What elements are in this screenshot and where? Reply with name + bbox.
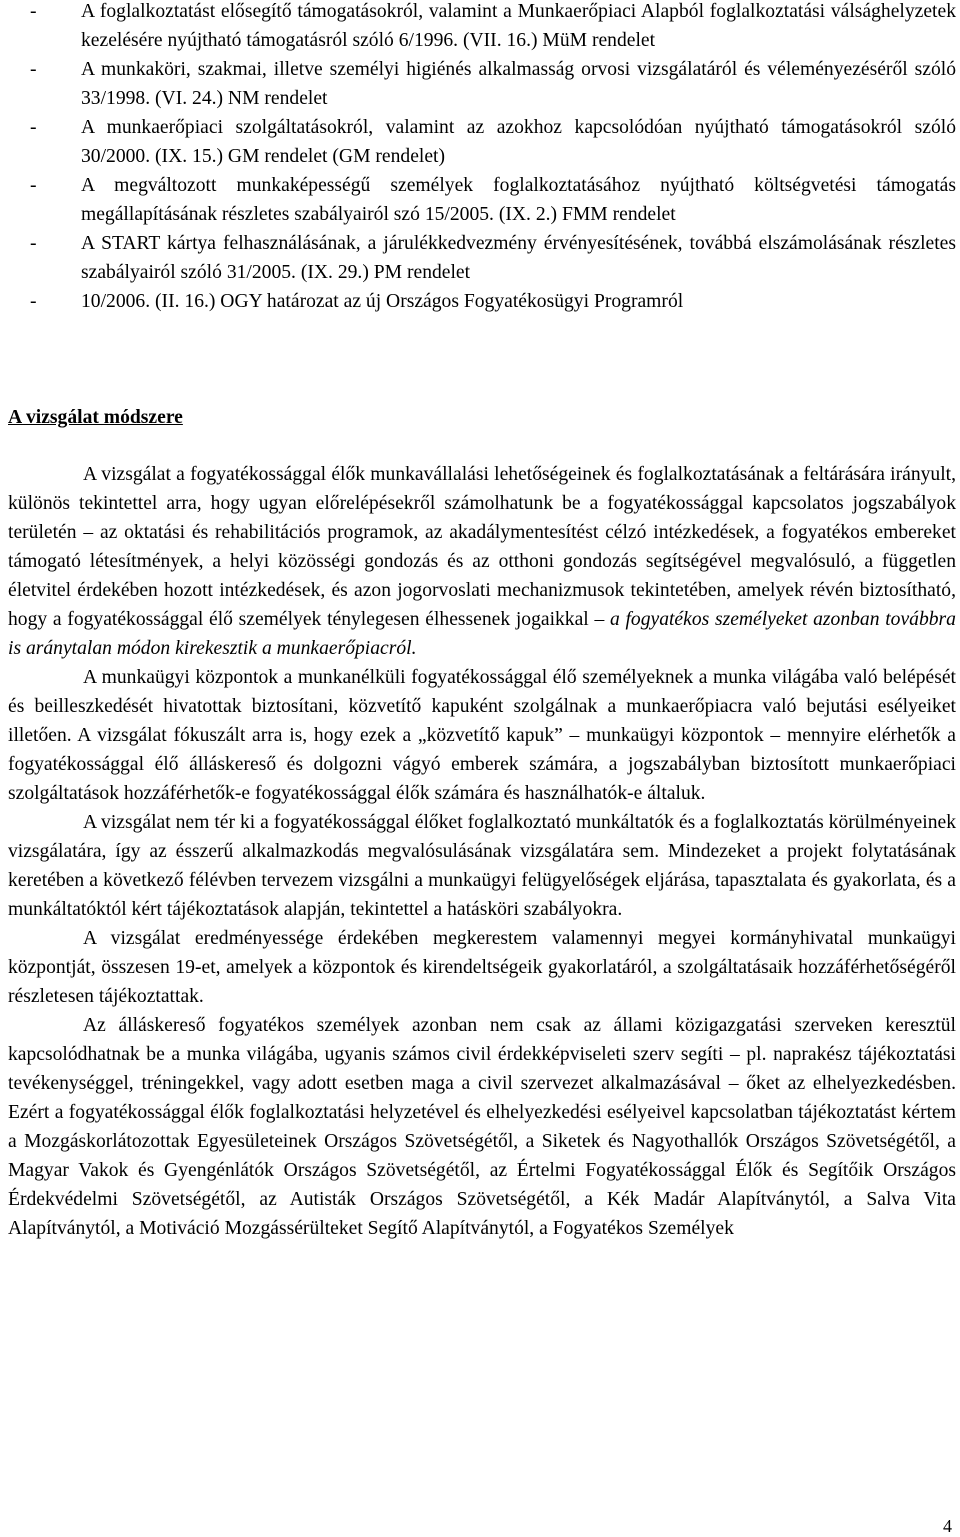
paragraph-text: A munkaügyi központok a munkanélküli fogyatékossággal élő személyeknek a munka világába való belépését és beilleszkedését hivatottak biztosítani, közvetítő kapuként szolgálnak a munkaerőpiacra való bejutási esélyeiket illetően. A vizsgálat fókuszált arra is, hogy ezek a „közvetítő kapuk” – munkaügyi központok – mennyire elérhetők a fogyatékossággal élő álláskereső és dolgozni vágyó emberek számára, a jogszabályban biztosított munkaerőpiaci szolgáltatások hozzáférhetők-e fogyatékossággal élők számára és használhatók-e általuk.: [8, 667, 956, 804]
legal-references-list: [8, 0, 956, 316]
paragraph: [8, 1011, 956, 1243]
list-marker: -: [30, 233, 37, 254]
list-item-text: 10/2006. (II. 16.) OGY határozat az új Országos Fogyatékosügyi Programról: [81, 291, 684, 312]
section-heading: A vizsgálat módszere: [8, 407, 183, 428]
paragraph: [8, 924, 956, 1011]
list-item: [8, 55, 956, 113]
list-item-text: A megváltozott munkaképességű személyek foglalkoztatásához nyújtható költségvetési támogatás megállapításának részletes szabályairól szó 15/2005. (IX. 2.) FMM rendelet: [81, 175, 956, 225]
emphasized-text: a fogyatékos személyeket azonban továbbra is aránytalan módon kirekesztik a munkaerőpiacról.: [8, 609, 956, 659]
body-text: [8, 460, 956, 1243]
list-item: [8, 229, 956, 287]
list-marker: -: [30, 59, 37, 80]
list-item: [8, 287, 956, 316]
paragraph-text: A vizsgálat nem tér ki a fogyatékossággal élőket foglalkoztató munkáltatók és a foglalkoztatás körülményeinek vizsgálatára, így az ésszerű alkalmazkodás megvalósulásának vizsgálatára sem. Mindezeket a projekt folytatásának keretében a következő félévben tervezem vizsgálni a munkaügyi felügyelőségek eljárása, tapasztalata és gyakorlata, és a munkáltatóktól kért tájékoztatások alapján, tekintettel a hatásköri szabályokra.: [8, 812, 956, 920]
page-number: 4: [943, 1516, 952, 1536]
paragraph: [8, 808, 956, 924]
list-marker: -: [30, 1, 37, 22]
list-item: [8, 171, 956, 229]
list-marker: -: [30, 117, 37, 138]
paragraph-text: Az álláskereső fogyatékos személyek azonban nem csak az állami közigazgatási szerveken keresztül kapcsolódhatnak be a munka világába, ugyanis számos civil érdekképviseleti szerv segíti – pl. naprakész tájékoztatási tevékenységgel, tréningekkel, vagy adott esetben maga a civil szervezet alkalmazásával – őket az elhelyezkedésben. Ezért a fogyatékossággal élők foglalkoztatási helyzetével és elhelyezkedési esélyeivel kapcsolatban tájékoztatást kértem a Mozgáskorlátozottak Egyesületeinek Országos Szövetségétől, a Siketek és Nagyothallók Országos Szövetségétől, a Magyar Vakok és Gyengénlátók Országos Szövetségétől, az Értelmi Fogyatékossággal Élők és Segítőik Országos Érdekvédelmi Szövetségétől, az Autisták Országos Szövetségétől, a Kék Madár Alapítványtól, a Salva Vita Alapítványtól, a Motiváció Mozgássérülteket Segítő Alapítványtól, a Fogyatékos Személyek: [8, 1015, 956, 1239]
paragraph: [8, 460, 956, 663]
list-marker: -: [30, 175, 37, 196]
paragraph: [8, 663, 956, 808]
list-item-text: A START kártya felhasználásának, a járulékkedvezmény érvényesítésének, továbbá elszámolásának részletes szabályairól szóló 31/2005. (IX. 29.) PM rendelet: [81, 233, 956, 283]
list-marker: -: [30, 291, 37, 312]
list-item: [8, 113, 956, 171]
list-item-text: A munkaerőpiaci szolgáltatásokról, valamint az azokhoz kapcsolódóan nyújtható támogatásokról szóló 30/2000. (IX. 15.) GM rendelet (GM rendelet): [81, 117, 956, 167]
paragraph-text: A vizsgálat a fogyatékossággal élők munkavállalási lehetőségeinek és foglalkoztatásának a feltárására irányult, különös tekintettel arra, hogy ugyan előrelépésekről számolhatunk be a fogyatékossággal kapcsolatos jogszabályok területén – az oktatási és rehabilitációs programok, az akadálymentesítést célzó intézkedések, a fogyatékos embereket támogató létesítmények, a helyi közösségi gondozás és az otthoni gondozás segítségével megvalósuló, a független életvitel érdekében hozott intézkedések, és azon jogorvoslati mechanizmusok tekintetében, amelyek révén biztosítható, hogy a fogyatékossággal élő személyek ténylegesen élhessenek jogaikkal –: [8, 464, 956, 630]
list-item: [8, 0, 956, 55]
list-item-text: A foglalkoztatást elősegítő támogatásokról, valamint a Munkaerőpiaci Alapból foglalkoztatási válsághelyzetek kezelésére nyújtható támogatásról szóló 6/1996. (VII. 16.) MüM rendelet: [81, 1, 956, 51]
list-item-text: A munkaköri, szakmai, illetve személyi higiénés alkalmasság orvosi vizsgálatáról és véleményezéséről szóló 33/1998. (VI. 24.) NM rendelet: [81, 59, 956, 109]
paragraph-text: A vizsgálat eredményessége érdekében megkerestem valamennyi megyei kormányhivatal munkaügyi központját, összesen 19-et, amelyek a központok és kirendeltségeik gyakorlatáról, a szolgáltatásaik hozzáférhetőségéről részletesen tájékoztattak.: [8, 928, 956, 1007]
